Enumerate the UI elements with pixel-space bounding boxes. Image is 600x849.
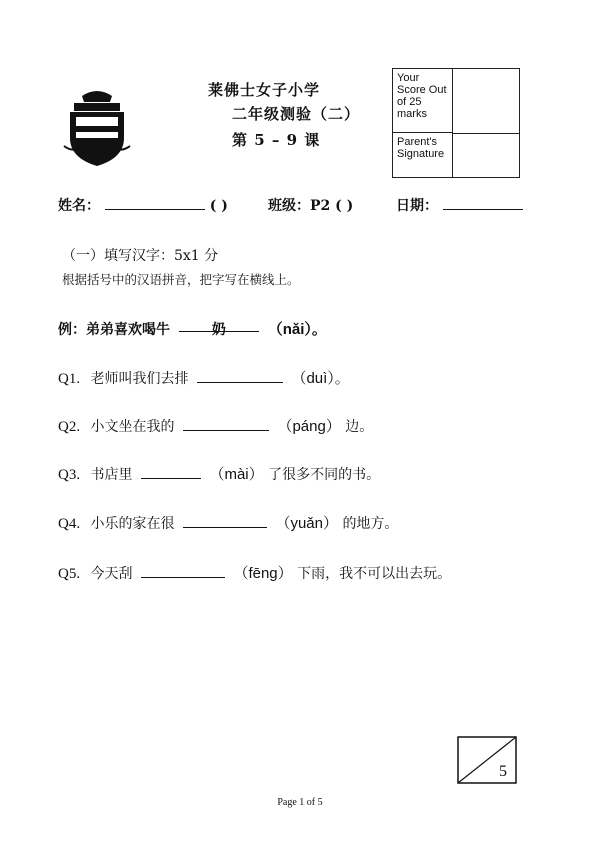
score-label: Your Score Out of 25 marks [393,69,453,133]
page-footer: Page 1 of 5 [277,797,323,808]
question-text-before: 老师叫我们去排 [90,371,189,387]
question-text-after: 的地方。 [342,516,399,532]
signature-label: Parent's Signature [393,133,453,177]
example-answer: 奶 [179,319,259,332]
question-text-after: 了很多不同的书。 [268,467,381,483]
class-label: 班级：P2 ( ) [268,198,354,214]
question-pinyin: （fēng） [233,565,293,582]
question-row [58,562,451,583]
question-text-after: 边。 [345,419,374,435]
question-number: Q1. [58,371,81,387]
example-row [58,318,327,339]
question-row [58,367,350,388]
score-cell [453,69,519,134]
test-title: 二年级测验（二） [232,105,361,123]
answer-blank[interactable] [197,370,283,383]
question-row [58,415,373,436]
question-pinyin: （yuǎn） [275,515,338,532]
date-label: 日期： [396,198,438,214]
question-number: Q2. [58,419,81,435]
question-text-before: 小乐的家在很 [90,516,175,532]
name-row [58,195,228,215]
question-pinyin: （duì）。 [291,370,350,387]
name-index: ( ) [209,198,228,214]
question-text-before: 小文坐在我的 [90,419,175,435]
question-row [58,512,398,533]
date-field[interactable] [443,195,523,210]
name-label: 姓名： [58,198,100,214]
question-number: Q5. [58,566,81,582]
lessons-range: 第 5 – 9 课 [232,131,321,149]
question-pinyin: （páng） [277,418,341,435]
answer-blank[interactable] [183,418,269,431]
question-text-before: 今天刮 [90,566,133,582]
name-field[interactable] [105,195,205,210]
question-row [58,463,380,484]
school-name: 莱佛士女子小学 [208,81,321,99]
question-number: Q4. [58,516,81,532]
question-pinyin: （mài） [209,466,264,483]
score-box [392,68,520,178]
page-total: 5 [499,763,507,780]
school-crest-logo [62,86,132,168]
answer-blank[interactable] [183,515,267,528]
page-score-box [457,736,517,784]
question-text-after: 下雨，我不可以出去玩。 [297,566,452,582]
question-text-before: 书店里 [90,467,133,483]
example-pinyin: （nǎi）。 [267,321,327,338]
date-row [396,195,523,215]
question-number: Q3. [58,467,81,483]
answer-blank[interactable] [141,466,201,479]
section-heading: （一）填写汉字：5x1 分 [62,248,219,264]
answer-blank[interactable] [141,565,225,578]
section-instruction: 根据括号中的汉语拼音，把字写在横线上。 [62,272,300,287]
example-prefix: 例：弟弟喜欢喝牛 [58,322,170,338]
